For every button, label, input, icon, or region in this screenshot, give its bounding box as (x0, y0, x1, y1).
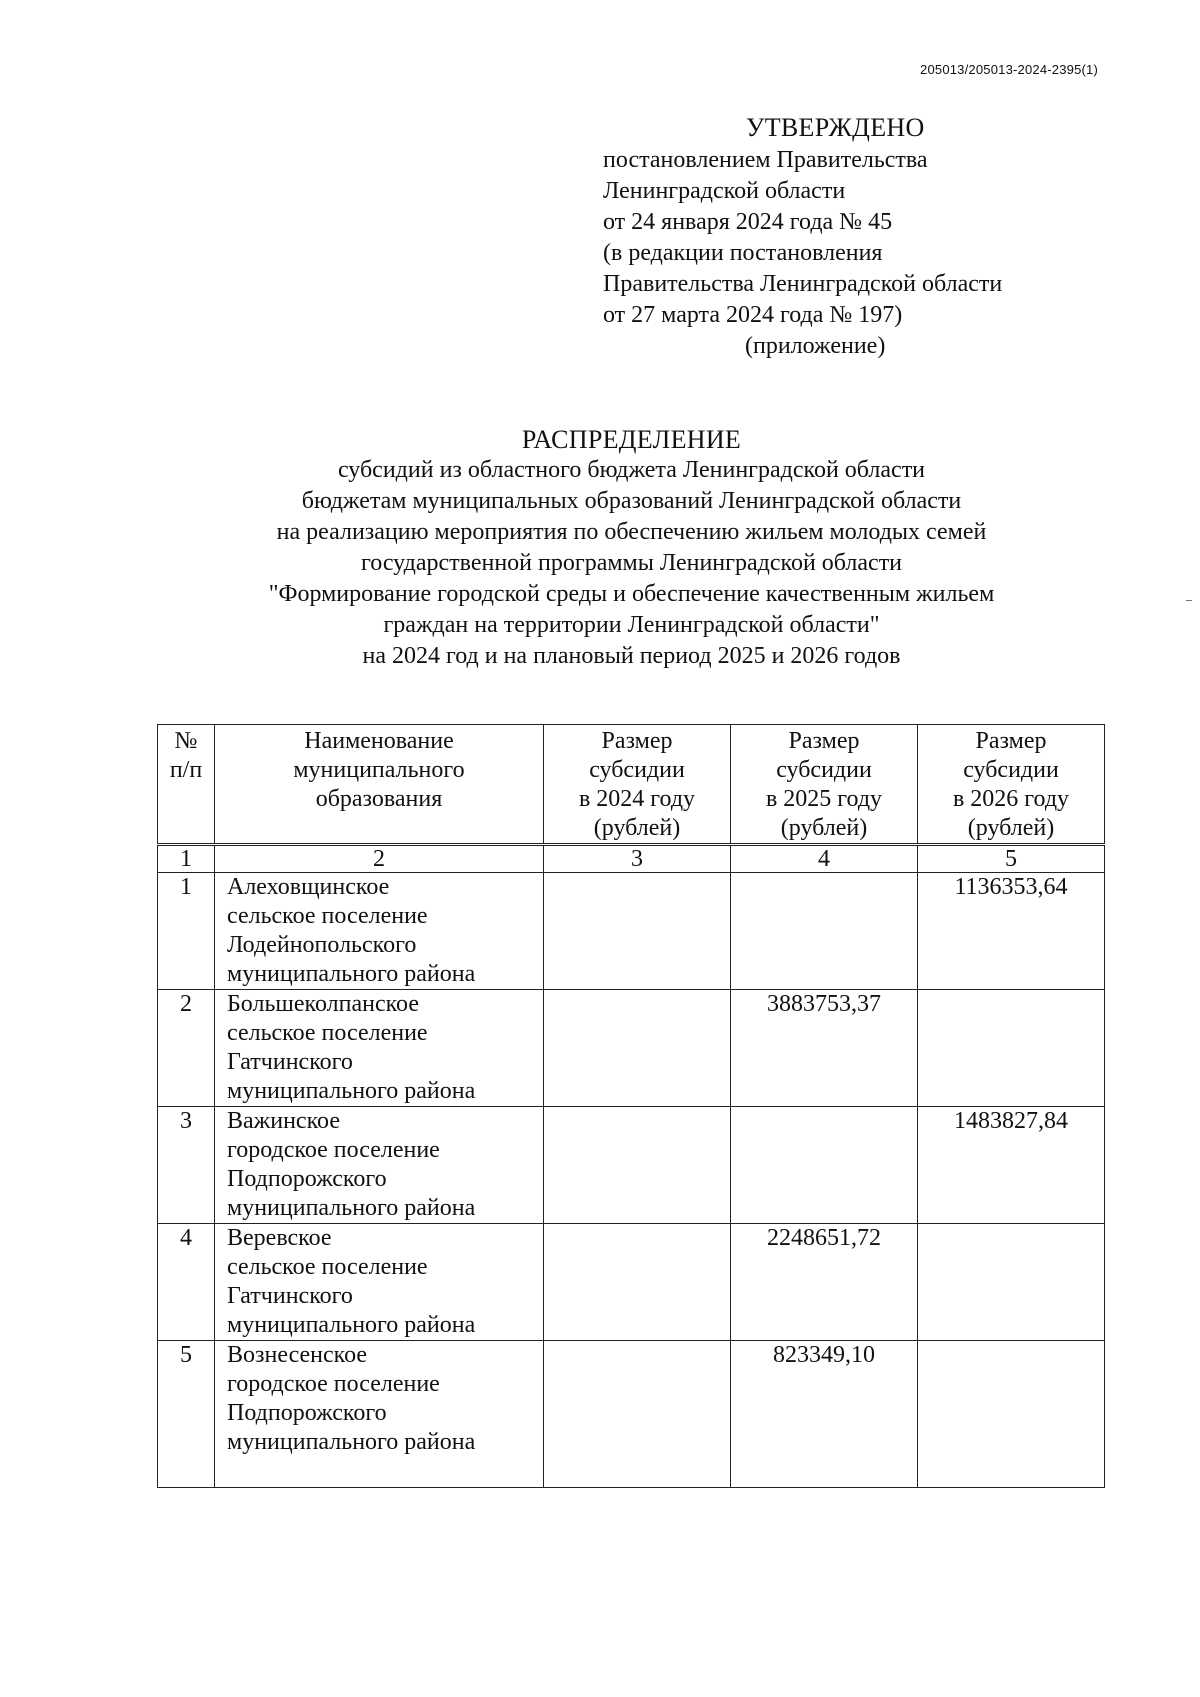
municipality-name: Важинское городское поселение Подпорожского муниципального района (215, 1107, 544, 1224)
subsidy-2025: 823349,10 (731, 1341, 918, 1488)
header-cell-2024: Размер субсидии в 2024 году (рублей) (544, 725, 731, 845)
heading-line: бюджетам муниципальных образований Ленинградской области (301, 488, 962, 514)
document-heading (0, 424, 1200, 672)
subsidy-2024 (544, 873, 731, 990)
header-cell-number: № п/п (158, 725, 215, 845)
subsidy-2024 (544, 1341, 731, 1488)
approval-title: УТВЕРЖДЕНО (746, 113, 925, 142)
row-index: 3 (158, 1107, 215, 1224)
heading-line: "Формирование городской среды и обеспечение качественным жильем (268, 581, 995, 607)
subsidy-2026: 1483827,84 (918, 1107, 1105, 1224)
heading-line: на реализацию мероприятия по обеспечению жильем молодых семей (276, 519, 987, 545)
heading-line: государственной программы Ленинградской области (360, 550, 903, 576)
document-id: 205013/205013-2024-2395(1) (920, 62, 1098, 77)
subsidy-2026: 1136353,64 (918, 873, 1105, 990)
municipality-name: Алеховщинское сельское поселение Лодейнопольского муниципального района (215, 873, 544, 990)
approval-line: Ленинградской области (603, 178, 846, 204)
heading-line: субсидий из областного бюджета Ленинградской области (337, 457, 926, 483)
heading-line: граждан на территории Ленинградской области" (383, 612, 880, 638)
municipality-name: Веревское сельское поселение Гатчинского муниципального района (215, 1224, 544, 1341)
approval-line: (в редакции постановления (603, 240, 883, 266)
row-index: 2 (158, 990, 215, 1107)
column-number-row (158, 845, 1105, 873)
subsidy-2025 (731, 1107, 918, 1224)
header-cell-2026: Размер субсидии в 2026 году (рублей) (918, 725, 1105, 845)
header-cell-municipality: Наименование муниципального образования (215, 725, 544, 845)
column-number: 5 (918, 845, 1105, 873)
subsidy-table (157, 724, 1105, 1488)
subsidy-2024 (544, 1224, 731, 1341)
table-row (158, 990, 1105, 1107)
subsidy-2025: 3883753,37 (731, 990, 918, 1107)
header-cell-2025: Размер субсидии в 2025 году (рублей) (731, 725, 918, 845)
subsidy-2026 (918, 1224, 1105, 1341)
table-header-row (158, 725, 1105, 845)
subsidy-2026 (918, 1341, 1105, 1488)
subsidy-2024 (544, 990, 731, 1107)
municipality-name: Большеколпанское сельское поселение Гатчинского муниципального района (215, 990, 544, 1107)
heading-line: на 2024 год и на плановый период 2025 и 2026 годов (362, 643, 901, 669)
row-index: 1 (158, 873, 215, 990)
subsidy-2024 (544, 1107, 731, 1224)
subsidy-2025: 2248651,72 (731, 1224, 918, 1341)
table-row (158, 1224, 1105, 1341)
subsidy-2026 (918, 990, 1105, 1107)
approval-line: Правительства Ленинградской области (603, 271, 1003, 297)
approval-appendix: (приложение) (745, 333, 886, 359)
column-number: 4 (731, 845, 918, 873)
column-number: 3 (544, 845, 731, 873)
document-title: РАСПРЕДЕЛЕНИЕ (521, 425, 742, 454)
table-row (158, 1341, 1105, 1488)
approval-block (603, 112, 1123, 362)
approval-line: от 24 января 2024 года № 45 (603, 209, 893, 235)
scan-margin-mark (1186, 600, 1192, 601)
column-number: 2 (215, 845, 544, 873)
subsidy-2025 (731, 873, 918, 990)
approval-line: постановлением Правительства (603, 147, 928, 173)
table-row (158, 1107, 1105, 1224)
column-number: 1 (158, 845, 215, 873)
row-index: 4 (158, 1224, 215, 1341)
row-index: 5 (158, 1341, 215, 1488)
approval-line: от 27 марта 2024 года № 197) (603, 302, 903, 328)
table-row (158, 873, 1105, 990)
municipality-name: Вознесенское городское поселение Подпорожского муниципального района (215, 1341, 544, 1488)
